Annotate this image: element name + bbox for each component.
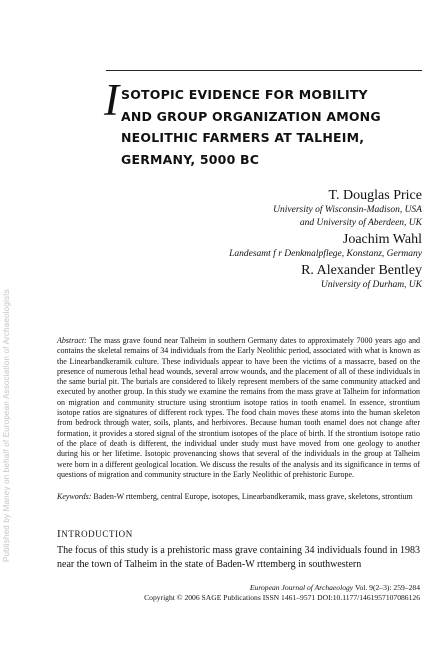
author-name: T. Douglas Price <box>328 188 422 203</box>
keywords <box>57 492 420 502</box>
author-list <box>122 186 422 292</box>
author-name: Joachim Wahl <box>342 232 422 247</box>
abstract-label: Abstract: <box>57 336 87 345</box>
author-affiliation: University of Durham, UK <box>320 280 422 290</box>
journal-name: European Journal of Archaeology <box>249 583 354 592</box>
journal-citation: Vol. 9(2–3): 259–284 <box>353 583 420 592</box>
heading-rest: NTRODUCTION <box>61 529 133 539</box>
author-affiliation: Landesamt f r Denkmalpflege, Konstanz, Germany <box>229 249 422 259</box>
publisher-side-note: Published by Maney on behalf of European Association of Archaeologists <box>2 289 11 562</box>
abstract-text: The mass grave found near Talheim in southern Germany dates to approximately 7000 years ago and contains the skeletal remains of 34 individuals from the Early Neolithic period, associated with what is known as the Linearbandkeramik culture. These individuals appear to have been the victims of a massacre, based on the presence of numerous lethal head wounds, several arrow wounds, and the placement of all of these individuals in the same burial pit. The burials are considered to likely represent members of the same community attacked and executed by another group. In this study we examine the remains from the mass grave at Talheim for information on migration and community structure using strontium isotope ratios in tooth enamel. In essence, strontium isotope ratios are signatures of different rock types. The food chain moves these atoms into the human skeleton from bedrock through water, soils, plants, and herbivores. Because human tooth enamel does not change after formation, it provides a stored signal of the strontium isotopes of the place of birth. If the strontium isotope ratio of the place of death is different, the individual under study must have moved from one geology to another during his or her lifetime. Isotopic provenancing shows that several of the individuals in the group at Talheim were born in a different geological location. We discuss the results of the analysis and its significance in terms of questions of migration and community structure in the Early Neolithic of prehistoric Europe. <box>57 336 420 479</box>
title-line: AND GROUP ORGANIZATION AMONG <box>121 108 381 124</box>
title-line: SOTOPIC EVIDENCE FOR MOBILITY <box>121 87 368 102</box>
author-affiliation: and University of Aberdeen, UK <box>299 218 422 228</box>
journal-footer <box>60 583 420 602</box>
title-lines <box>121 84 421 170</box>
title-drop-cap: I <box>104 75 119 125</box>
keywords-label: Keywords: <box>57 492 92 501</box>
author-affiliation: University of Wisconsin-Madison, USA <box>273 205 422 215</box>
title-top-rule <box>106 70 422 71</box>
journal-copyright: Copyright © 2006 SAGE Publications ISSN 1461–9571 DOI:10.1177/1461957107086126 <box>144 592 420 602</box>
abstract <box>57 336 420 480</box>
keywords-text: Baden-W rttemberg, central Europe, isotopes, Linearbandkeramik, mass grave, skeletons, strontium <box>91 492 413 501</box>
author-name: R. Alexander Bentley <box>301 263 422 278</box>
introduction-heading <box>57 528 133 540</box>
title-line: GERMANY, 5000 BC <box>121 151 260 167</box>
heading-cap: I <box>57 528 62 540</box>
introduction-text: The focus of this study is a prehistoric mass grave containing 34 individuals found in 1983 near the town of Talheim in the state of Baden-W rttemberg in southwestern <box>57 545 420 570</box>
title-line: NEOLITHIC FARMERS AT TALHEIM, <box>121 130 365 145</box>
